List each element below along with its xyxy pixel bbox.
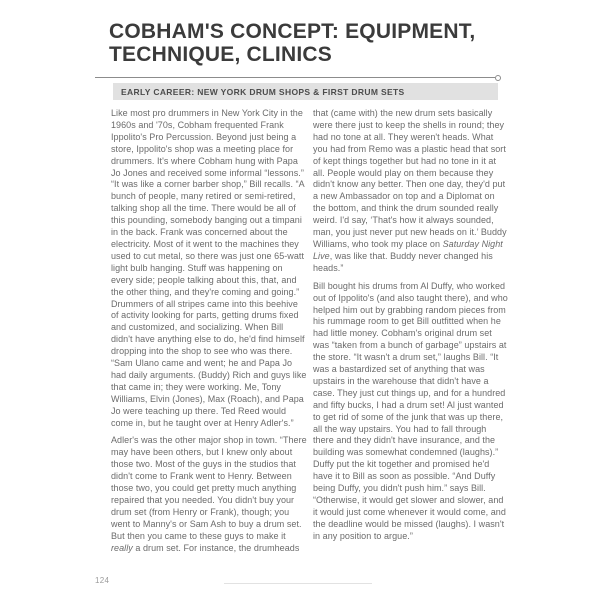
page-title: COBHAM'S CONCEPT: EQUIPMENT, TECHNIQUE, CLINICS — [109, 20, 476, 66]
right-column — [313, 108, 509, 561]
paragraph-left-1: Like most pro drummers in New York City in the 1960s and '70s, Cobham frequented Frank Ippolito's Pro Percussion. Beyond just being a store, Ippolito's shop was a meeting place for drummers. It's where Cobham hung with Papa Jo Jones and received some informal “lessons.” “It was like a corner barber shop,” Bill recalls. “A bunch of people, many retired or semi-retired, talking shop all the time. There would be all of this pounding, somebody banging out a timpani in the back. Frank was concerned about the electricity. Most of it went to the machines they used to cut metal, so there was just one 65-watt light bulb hanging. Stuff was happening on every side; people talking about this, that, and the other thing, and they're coming and going.” Drummers of all stripes came into this beehive of activity looking for parts, getting drums fixed and customized, and socializing. When Bill didn't have anything else to do, he'd find himself dropping into the shop to see who was there. “Sam Ulano came and went; he and Papa Jo had daily arguments. (Buddy) Rich and guys like that came in; they were working. Me, Tony Williams, Elvin (Jones), Max (Roach), and Papa Jo were teaching up there. Ted Reed would come in, but he taught over at Henry Adler's.” — [111, 108, 307, 428]
title-divider-line — [95, 77, 495, 78]
left-column — [111, 108, 307, 561]
paragraph-left-2: Adler's was the other major shop in town. “There may have been others, but I knew only about those two. Most of the guys in the studios that didn't come to Frank went to Henry. Between those two, you could get pretty much anything repaired that you needed. You didn't buy your drum set (from Henry or Frank), though; you went to Manny's or Sam Ash to buy a drum set. But then you came to these guys to make it really a drum set. For instance, the drumheads — [111, 435, 307, 553]
paragraph-right-1: that (came with) the new drum sets basically were there just to keep the shells in round; they had no tone at all. They weren't heads. What you had from Remo was a plastic head that sort of kept things together but had no tone in it at all. People would play on them because they didn't know any better. Then one day, they'd put a new Ambassador on top and a Diplomat on the bottom, and think the drum sounded really weird. I'd say, ‘That's how it always sounded, man, you just never put new heads on it.’ Buddy Williams, who took my place on Saturday Night Live, was like that. Buddy never changed his heads.” — [313, 108, 507, 273]
article-body — [111, 108, 509, 561]
page-number: 124 — [95, 576, 110, 585]
paragraph-right-2: Bill bought his drums from Al Duffy, who worked out of Ippolito's (and also taught there), and who helped him out by grabbing random pieces from his rummage room to get Bill outfitted when he had little money. Cobham's original drum set was “taken from a bunch of garbage” upstairs at the store. “It wasn't a drum set,” laughs Bill. “It was a bastardized set of anything that was upstairs in the warehouse that didn't have a case. They just cut things up, and for a hundred and fifty bucks, I had a drum set! Al just wanted to get rid of some of the junk that was up there, all the way upstairs. You had to fall through there and they didn't have insurance, and the building was somewhat condemned (laughs).” Duffy put the kit together and promised he'd have it to Bill as soon as possible. “And Duffy being Duffy, you didn't push him.” says Bill. “Otherwise, it would get slower and slower, and it would just come whenever it would come, and the deadline would be missed (laughs). I wasn't in any position to argue.” — [313, 280, 508, 541]
section-header-banner — [113, 83, 498, 100]
footer-divider-line — [224, 583, 372, 584]
divider-end-ring-icon — [495, 75, 501, 81]
section-header-label: EARLY CAREER: NEW YORK DRUM SHOPS & FIRST DRUM SETS — [121, 86, 405, 97]
